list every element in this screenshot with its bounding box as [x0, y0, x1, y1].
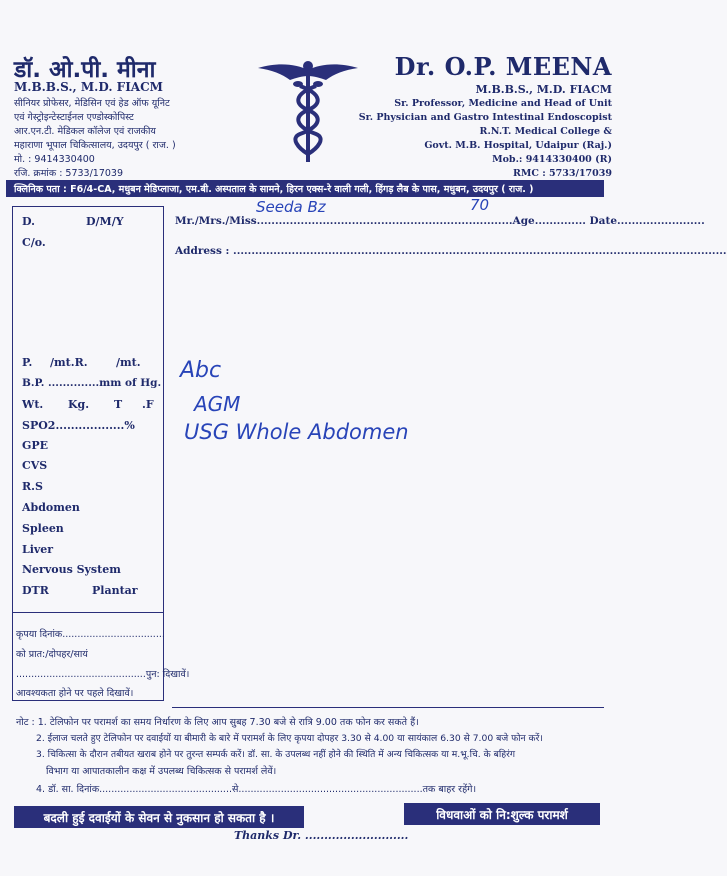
address-field: Address : .......................................................................................................................................: [175, 245, 727, 257]
exam-item-dtr: DTR: [22, 584, 49, 597]
temperature-label: T: [114, 398, 123, 411]
exam-item-plantar: Plantar: [92, 584, 138, 597]
mobile-hindi: मो. : 9414330400: [14, 154, 95, 165]
clinic-address-bar: क्लिनिक पता : F6/4-CA, मधुबन मेडिप्लाजा, एम.बी. अस्पताल के सामने, हिरन एक्स-रे वाली गली, हिंगड़ लैब के पास, मधुबन, उदयपुर ( राज. ): [6, 180, 604, 197]
bp-label: B.P. ..............mm of Hg.: [22, 377, 162, 389]
designation-english-4: Govt. M.B. Hospital, Udaipur (Raj.): [424, 140, 612, 151]
qualification-hindi-side: M.B.B.S., M.D. FIACM: [14, 80, 163, 94]
exam-item-nervous-system: Nervous System: [22, 563, 121, 576]
care-of-label: C/o.: [22, 236, 46, 249]
patient-name-age-date-field: Mr./Mrs./Miss......................................................................Age.............. Date........................: [175, 215, 705, 227]
designation-english-3: R.N.T. Medical College &: [479, 126, 612, 137]
fahrenheit-label: .F: [142, 398, 154, 411]
dmy-label: D/M/Y: [86, 215, 124, 228]
exam-item-cvs: CVS: [22, 459, 48, 472]
designation-english-2: Sr. Physician and Gastro Intestinal Endoscopist: [358, 112, 612, 123]
kg-label: Kg.: [68, 398, 90, 411]
pulse-rate-label: /mt.R.: [50, 356, 88, 369]
exam-item-liver: Liver: [22, 543, 54, 556]
handwritten-patient-name: Seeda Bz: [256, 198, 326, 216]
notes-divider: [172, 707, 604, 708]
handwritten-line-1: Abc: [180, 358, 222, 383]
designation-hindi-3: आर.एन.टी. मेडिकल कॉलेज एवं राजकीय: [14, 126, 156, 137]
designation-english-1: Sr. Professor, Medicine and Head of Unit: [394, 98, 612, 109]
handwritten-age: 70: [470, 196, 490, 214]
note-3: 3. चिकित्सा के दौरान तबीयत खराब होने पर तुरन्त सम्पर्क करें। डॉ. सा. के उपलब्ध नहीं होने की स्थिति में अन्य चिकित्सक या म.भू.चि. के बहिरंग: [36, 749, 516, 760]
exam-item-rs: R.S: [22, 480, 43, 493]
caduceus-icon: [256, 58, 360, 166]
follow-up-time-line: को प्रात:/दोपहर/सायं: [16, 649, 88, 660]
exam-item-abdomen: Abdomen: [22, 501, 80, 514]
note-4: 4. डॉ. सा. दिनांक............................................से.............................................................तक बाहर रहेंगे।: [36, 784, 477, 795]
thanks-doctor-line: Thanks Dr. ...........................: [234, 829, 409, 842]
free-consultation-banner: विधवाओं को नि:शुल्क परामर्श: [404, 803, 600, 825]
medicine-change-warning: बदली हुई दवाईयों के सेवन से नुकसान हो सकता है ।: [14, 806, 304, 828]
follow-up-date-line: कृपया दिनांक..................................: [16, 629, 165, 640]
exam-item-spleen: Spleen: [22, 522, 64, 535]
designation-hindi-4: महाराणा भूपाल चिकित्सालय, उदयपुर ( राज. ): [14, 140, 176, 151]
rmc-english: RMC : 5733/17039: [512, 168, 612, 179]
note-3-continued: विभाग या आपातकालीन कक्ष में उपलब्ध चिकित्सक से परामर्श लेवें।: [46, 766, 277, 777]
designation-hindi-2: एवं गेस्ट्रोइन्टेस्टाईनल एण्डोस्कोपिस्ट: [14, 112, 134, 123]
follow-up-need-line: आवश्यकता होने पर पहले दिखावें।: [16, 688, 134, 699]
doctor-name-hindi: डॉ. ओ.पी. मीना: [14, 57, 156, 83]
spo2-label: SPO2..................%: [22, 419, 135, 432]
handwritten-line-3: USG Whole Abdomen: [184, 420, 409, 444]
date-label: D.: [22, 215, 35, 228]
exam-item-gpe: GPE: [22, 439, 49, 452]
qualification-english: M.B.B.S., M.D. FIACM: [475, 83, 612, 96]
mobile-english: Mob.: 9414330400 (R): [492, 154, 612, 165]
doctor-name-english: Dr. O.P. MEENA: [394, 52, 612, 81]
registration-hindi: रजि. क्रमांक : 5733/17039: [14, 168, 124, 179]
weight-label: Wt.: [22, 398, 44, 411]
follow-up-again-line: ...........................................पुन: दिखावें।: [16, 669, 190, 680]
pulse-label: P.: [22, 356, 33, 369]
handwritten-line-2: AGM: [194, 392, 241, 416]
note-2: 2. ईलाज चलते हुए टेलिफोन पर दवाईयों या बीमारी के बारे में परामर्श के लिए कृपया दोपहर 3.30 से 4.00 या सायंकाल 6.30 से 7.00 बजे फोन करें।: [36, 733, 543, 744]
resp-rate-label: /mt.: [116, 356, 141, 369]
designation-hindi-1: सीनियर प्रोफेसर, मेडिसिन एवं हेड ऑफ यूनिट: [14, 98, 170, 109]
note-1: नोट : 1. टेलिफोन पर परामर्श का समय निर्धारण के लिए आप सुबह 7.30 बजे से रात्रि 9.00 तक फोन कर सकते हैं।: [16, 717, 419, 728]
